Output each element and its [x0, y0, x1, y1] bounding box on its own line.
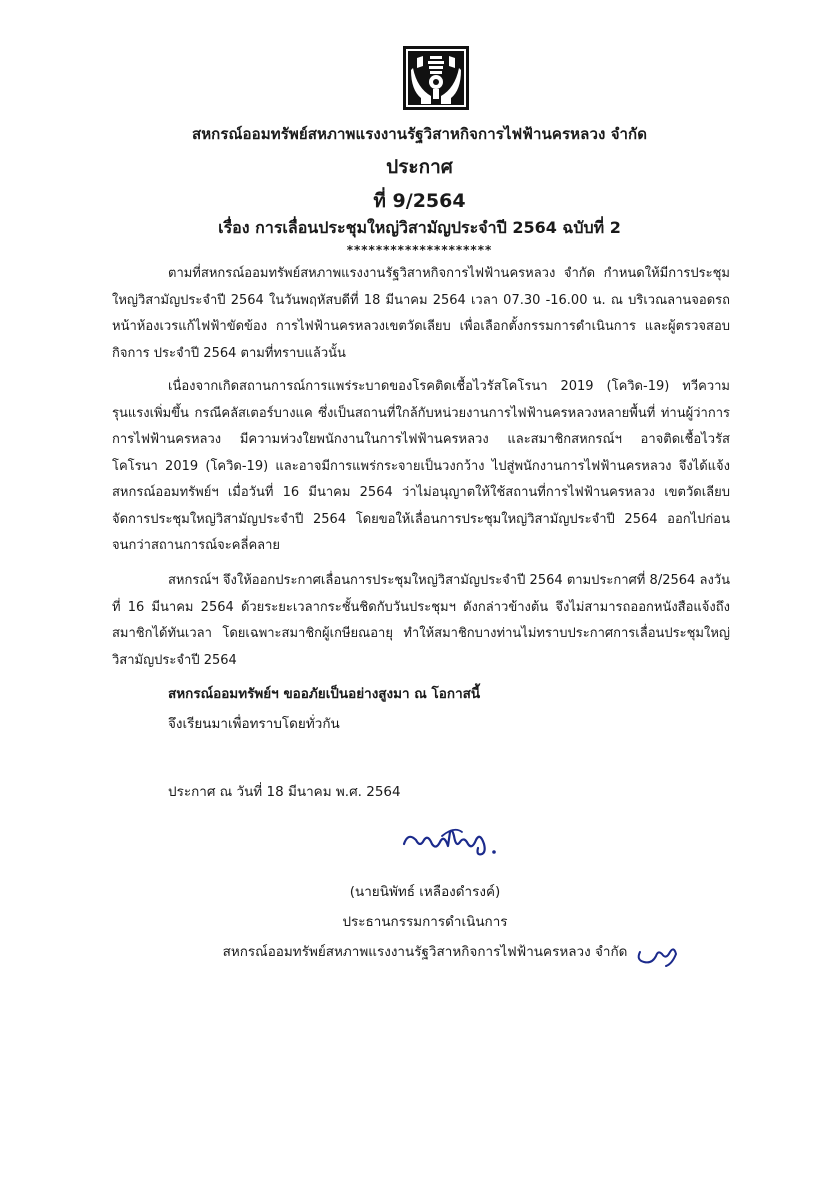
announcement-subject: เรื่อง การเลื่อนประชุมใหญ่วิสามัญประจำปี 2564 ฉบับที่ 2 — [218, 218, 621, 237]
inform-line: จึงเรียนมาเพื่อทราบโดยทั่วกัน — [168, 716, 340, 732]
paragraph-1: ตามที่สหกรณ์ออมทรัพย์สหภาพแรงงานรัฐวิสาหกิจการไฟฟ้านครหลวง จำกัด กำหนดให้มีการประชุมใหญ่วิสามัญประจำปี 2564 ในวันพฤหัสบดีที่ 18 มีนาคม 2564 เวลา 07.30 -16.00 น. ณ บริเวณลานจอดรถหน้าห้องเวรแก้ไฟฟ้าขัดข้อง การไฟฟ้านครหลวงเขตวัดเลียบ เพื่อเลือกตั้งกรรมการดำเนินการ และผู้ตรวจสอบกิจการ ประจำปี 2564 ตามที่ทราบแล้วนั้น — [112, 266, 730, 361]
paragraph-3: สหกรณ์ฯ จึงให้ออกประกาศเลื่อนการประชุมใหญ่วิสามัญประจำปี 2564 ตามประกาศที่ 8/2564 ลงวันที่ 16 มีนาคม 2564 ด้วยระยะเวลากระชั้นชิดกับวันประชุมฯ ดังกล่าวข้างต้น จึงไม่สามารถออกหนังสือแจ้งถึงสมาชิกได้ทันเวลา โดยเฉพาะสมาชิกผู้เกษียณอายุ ทำให้สมาชิกบางท่านไม่ทราบประกาศการเลื่อนประชุมใหญ่วิสามัญประจำปี 2564 — [112, 573, 730, 668]
signer-name: (นายนิพัทธ์ เหลืองดำรงค์) — [349, 884, 501, 900]
announcement-title: ประกาศ — [386, 156, 453, 178]
signer-organization: สหกรณ์ออมทรัพย์สหภาพแรงงานรัฐวิสาหกิจการไฟฟ้านครหลวง จำกัด — [222, 944, 628, 960]
handwritten-initial — [632, 938, 682, 968]
organization-name: สหกรณ์ออมทรัพย์สหภาพแรงงานรัฐวิสาหกิจการไฟฟ้านครหลวง จำกัด — [191, 125, 648, 143]
signer-position: ประธานกรรมการดำเนินการ — [342, 914, 508, 930]
separator: ******************** — [346, 243, 493, 257]
apology-line: สหกรณ์ออมทรัพย์ฯ ขออภัยเป็นอย่างสูงมา ณ โอกาสนี้ — [168, 686, 481, 702]
handwritten-signature — [398, 822, 508, 864]
paragraph-2: เนื่องจากเกิดสถานการณ์การแพร่ระบาดของโรคติดเชื้อไวรัสโคโรนา 2019 (โควิด-19) ทวีความรุนแรงเพิ่มขึ้น กรณีคลัสเตอร์บางแค ซึ่งเป็นสถานที่ใกล้กับหน่วยงานการไฟฟ้านครหลวงหลายพื้นที่ ท่านผู้ว่าการ การไฟฟ้านครหลวง มีความห่วงใยพนักงานในการไฟฟ้านครหลวง และสมาชิกสหกรณ์ฯ อาจติดเชื้อไวรัสโคโรนา 2019 (โควิด-19) และอาจมีการแพร่กระจายเป็นวงกว้าง ไปสู่พนักงานการไฟฟ้านครหลวง จึงได้แจ้งสหกรณ์ออมทรัพย์ฯ เมื่อวันที่ 16 มีนาคม 2564 ว่าไม่อนุญาตให้ใช้สถานที่การไฟฟ้านครหลวง เขตวัดเลียบ จัดการประชุมใหญ่วิสามัญประจำปี 2564 โดยขอให้เลื่อนการประชุมใหญ่วิสามัญประจำปี 2564 ออกไปก่อน จนกว่าสถานการณ์จะคลี่คลาย — [112, 379, 730, 553]
announcement-number: ที่ 9/2564 — [373, 190, 466, 212]
cooperative-emblem-icon — [403, 46, 469, 110]
announcement-date: ประกาศ ณ วันที่ 18 มีนาคม พ.ศ. 2564 — [168, 784, 401, 800]
